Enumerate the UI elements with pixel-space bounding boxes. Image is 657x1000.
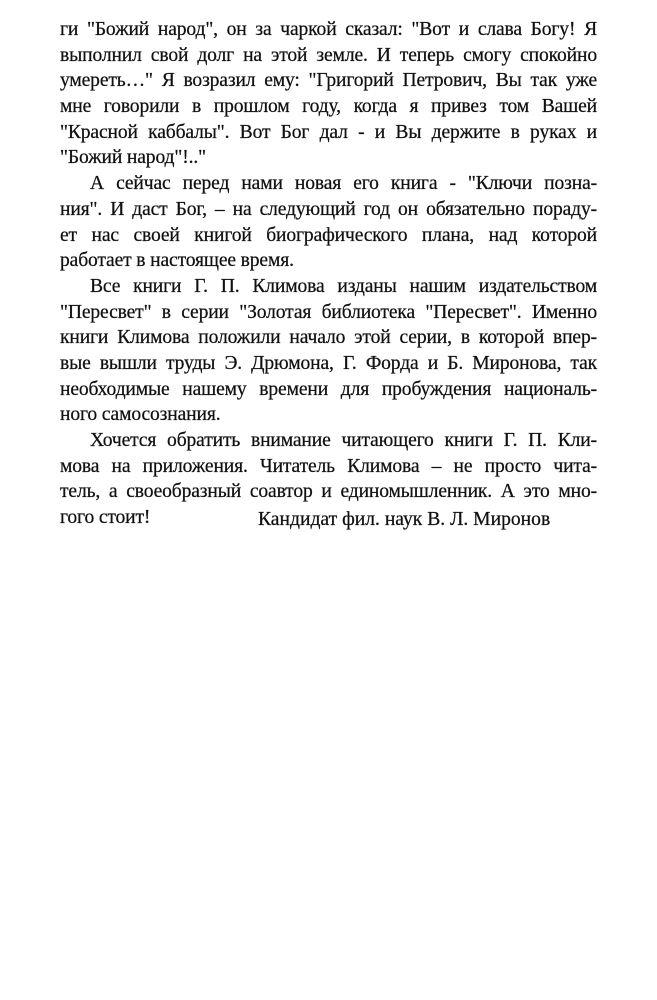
text-line: "Красной каббалы". Вот Бог дал - и Вы держите в руках и	[60, 121, 597, 143]
text-line: ги "Божий народ", он за чаркой сказал: "Вот и слава Богу! Я	[60, 19, 597, 40]
text-line: вые вышли труды Э. Дрюмона, Г. Форда и Б. Миронова, так	[60, 352, 597, 374]
text-line: гого стоит!	[60, 507, 151, 529]
text-line: А сейчас перед нами новая его книга - "Ключи позна-	[90, 173, 597, 195]
text-line: Все книги Г. П. Климова изданы нашим издательством	[90, 275, 597, 297]
text-line: работает в настоящее время.	[60, 250, 294, 272]
text-line: мне говорили в прошлом году, когда я привез том Вашей	[60, 96, 597, 118]
text-line: "Пересвет" в серии "Золотая библиотека "Пересвет". Именно	[60, 301, 597, 323]
paragraph-2	[60, 171, 597, 274]
text-line: мова на приложения. Читатель Климова – не просто чита-	[60, 455, 597, 477]
text-line: выполнил свой долг на этой земле. И теперь смогу спокойно	[60, 44, 597, 66]
text-line: необходимые нашему времени для пробуждения националь-	[60, 378, 597, 400]
paragraph-3	[60, 274, 597, 428]
document-body	[60, 17, 597, 531]
text-line: книги Климова положили начало этой серии, в которой впер-	[60, 327, 597, 349]
text-line: ет нас своей книгой биографического плана, над которой	[60, 224, 597, 246]
text-line: ного самосознания.	[60, 404, 221, 426]
text-line: тель, а своеобразный соавтор и единомышленник. А это мно-	[60, 481, 597, 503]
text-line: "Божий народ"!.."	[60, 147, 206, 169]
text-line: Хочется обратить внимание читающего книги Г. П. Кли-	[90, 430, 597, 451]
text-line: ния". И даст Бог, – на следующий год он обязательно пораду-	[60, 198, 597, 220]
text-line: умереть…" Я возразил ему: "Григорий Петрович, Вы так уже	[60, 70, 597, 92]
paragraph-1	[60, 17, 597, 171]
author-signature: Кандидат фил. наук В. Л. Миронов	[258, 509, 551, 530]
